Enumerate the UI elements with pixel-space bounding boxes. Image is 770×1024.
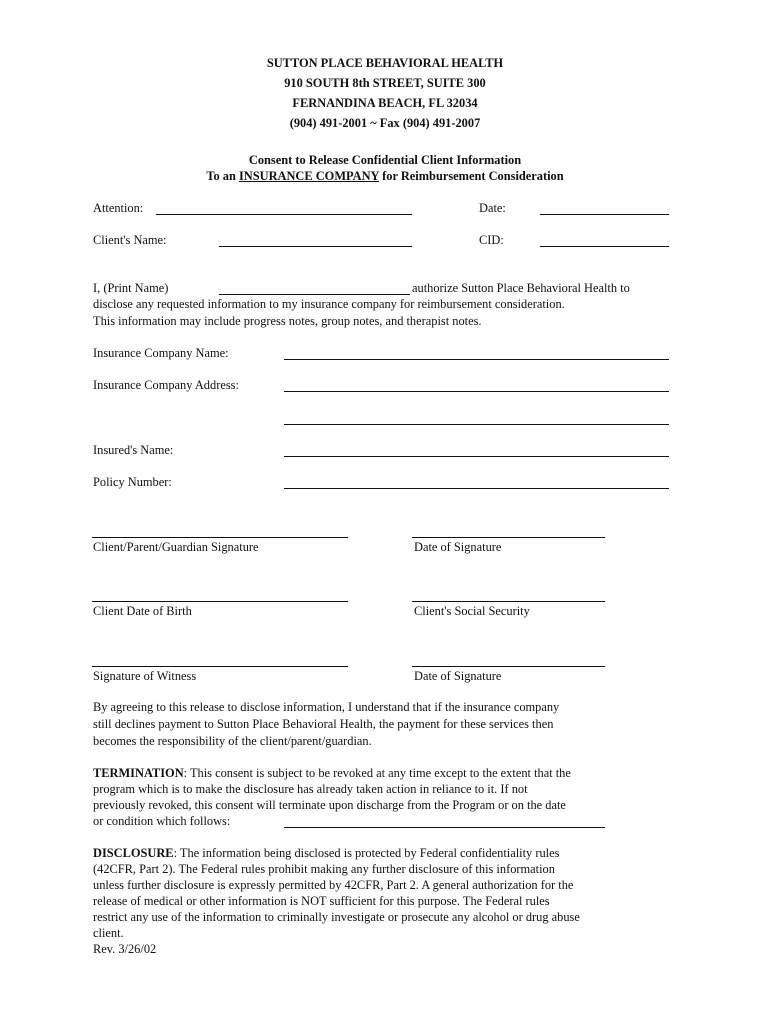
date-field[interactable] — [540, 214, 669, 215]
date-of-signature-1-line[interactable] — [412, 537, 605, 538]
cid-field[interactable] — [540, 246, 669, 247]
policy-number-field[interactable] — [284, 488, 669, 489]
policy-number-label: Policy Number: — [93, 475, 172, 489]
date-of-signature-1-label: Date of Signature — [414, 540, 502, 554]
disclosure-line3: unless further disclosure is expressly permitted by 42CFR, Part 2. A general authorization for the — [93, 878, 574, 892]
title-underlined: INSURANCE COMPANY — [238, 169, 380, 183]
revision-label: Rev. 3/26/02 — [93, 942, 157, 956]
client-dob-line[interactable] — [92, 601, 348, 602]
org-street: 910 SOUTH 8th STREET, SUITE 300 — [284, 76, 486, 90]
termination-condition-field[interactable] — [284, 827, 605, 828]
disclosure-line2: (42CFR, Part 2). The Federal rules prohibit making any further disclosure of this information — [93, 862, 555, 876]
client-ssn-line[interactable] — [412, 601, 605, 602]
authorize-line2: disclose any requested information to my insurance company for reimbursement consideration. — [93, 297, 565, 311]
ins-company-name-label: Insurance Company Name: — [93, 346, 229, 360]
client-name-field[interactable] — [219, 246, 412, 247]
attention-label: Attention: — [93, 201, 144, 215]
org-city: FERNANDINA BEACH, FL 32034 — [292, 96, 478, 110]
termination-line2: program which is to make the disclosure has already taken action in reliance to it. If not — [93, 782, 528, 796]
termination-line3: previously revoked, this consent will terminate upon discharge from the Program or on the date — [93, 798, 566, 812]
client-dob-label: Client Date of Birth — [93, 604, 192, 618]
authorize-text: authorize Sutton Place Behavioral Health to — [412, 281, 630, 295]
ins-company-name-field[interactable] — [284, 359, 669, 360]
witness-signature-label: Signature of Witness — [93, 669, 197, 683]
title-prefix: To an — [206, 169, 239, 183]
disclosure-heading: DISCLOSURE — [93, 846, 174, 860]
ins-company-address-label: Insurance Company Address: — [93, 378, 239, 392]
termination-line1 — [93, 766, 571, 781]
cid-label: CID: — [479, 233, 504, 247]
org-name: SUTTON PLACE BEHAVIORAL HEALTH — [266, 56, 504, 70]
date-of-signature-2-label: Date of Signature — [414, 669, 502, 683]
agreement-line3: becomes the responsibility of the client/parent/guardian. — [93, 734, 372, 748]
witness-signature-line[interactable] — [92, 666, 348, 667]
client-ssn-label: Client's Social Security — [414, 604, 530, 618]
disclosure-line6: client. — [93, 926, 124, 940]
org-phone-fax: (904) 491-2001 ~ Fax (904) 491-2007 — [289, 116, 481, 130]
print-name-label: I, (Print Name) — [93, 281, 169, 295]
termination-line4: or condition which follows: — [93, 814, 231, 828]
disclosure-line1 — [93, 846, 559, 861]
disclosure-line5: restrict any use of the information to criminally investigate or prosecute any alcohol or drug abuse — [93, 910, 580, 924]
ins-company-address-field-2[interactable] — [284, 424, 669, 425]
form-title-line2 — [0, 169, 770, 184]
insured-name-field[interactable] — [284, 456, 669, 457]
attention-field[interactable] — [156, 214, 412, 215]
client-signature-label: Client/Parent/Guardian Signature — [93, 540, 259, 554]
termination-text1: : This consent is subject to be revoked at any time except to the extent that the — [183, 766, 571, 780]
print-name-field[interactable] — [219, 294, 410, 295]
disclosure-text1: : The information being disclosed is protected by Federal confidentiality rules — [173, 846, 560, 860]
insured-name-label: Insured's Name: — [93, 443, 174, 457]
agreement-line2: still declines payment to Sutton Place Behavioral Health, the payment for these services then — [93, 717, 554, 731]
termination-heading: TERMINATION — [93, 766, 184, 780]
authorize-line3: This information may include progress notes, group notes, and therapist notes. — [93, 314, 482, 328]
title-suffix: for Reimbursement Consideration — [379, 169, 564, 183]
date-label: Date: — [479, 201, 506, 215]
disclosure-line4: release of medical or other information is NOT sufficient for this purpose. The Federal rules — [93, 894, 550, 908]
agreement-line1: By agreeing to this release to disclose information, I understand that if the insurance company — [93, 700, 560, 714]
form-title-line1: Consent to Release Confidential Client Information — [248, 153, 522, 167]
client-signature-line[interactable] — [92, 537, 348, 538]
client-name-label: Client's Name: — [93, 233, 167, 247]
ins-company-address-field-1[interactable] — [284, 391, 669, 392]
date-of-signature-2-line[interactable] — [412, 666, 605, 667]
